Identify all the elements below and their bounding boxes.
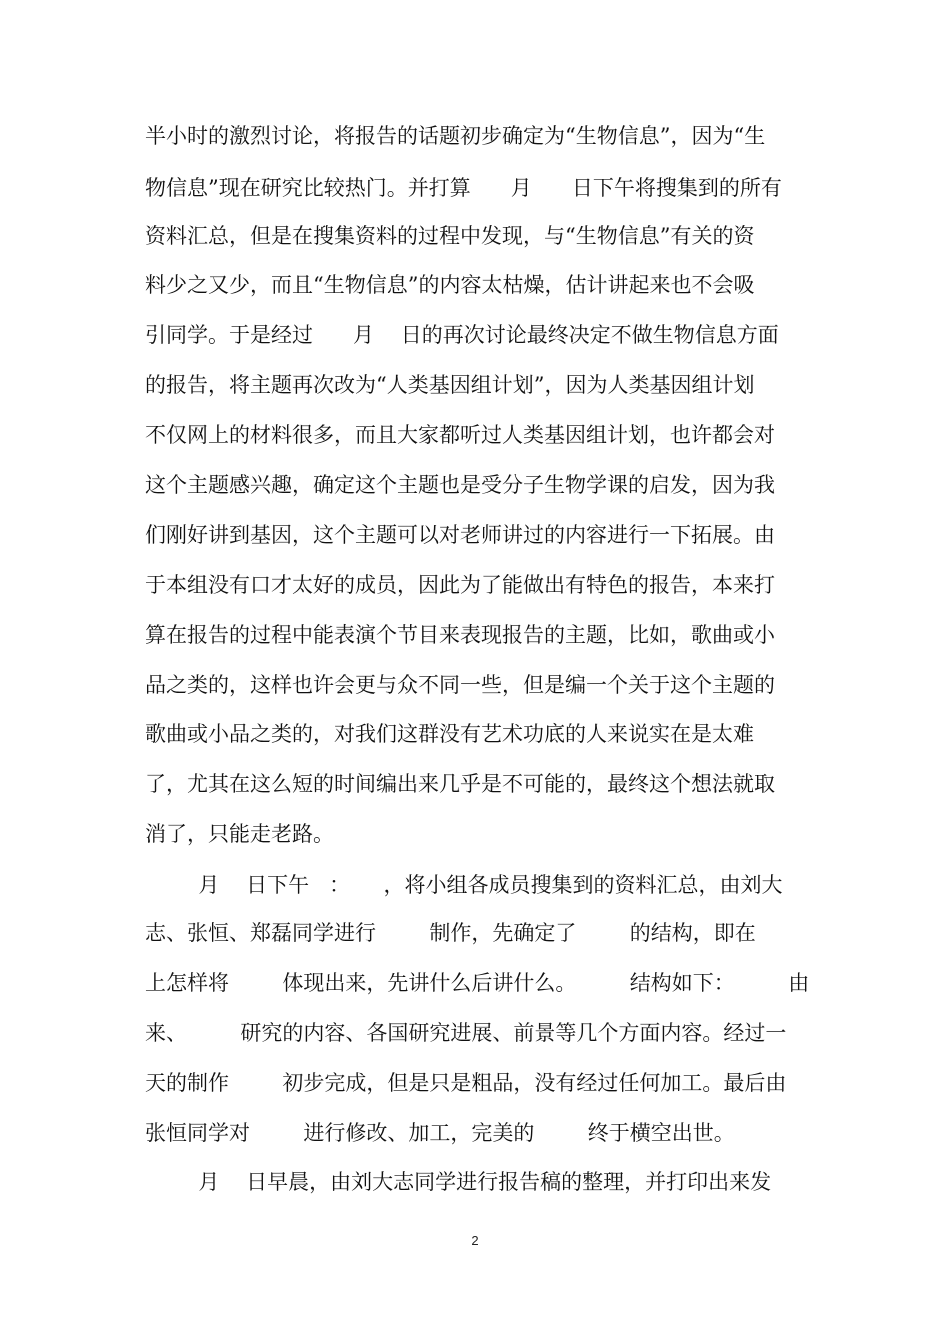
text-line: 志、张恒、郑磊同学进行 制作，先确定了 的结构，即在 [145,921,756,945]
text-line: 们刚好讲到基因，这个主题可以对老师讲过的内容进行一下拓展。由 [145,523,775,547]
text-line: 引同学。于是经过 月 日的再次讨论最终决定不做生物信息方面 [145,323,779,347]
text-line: 料少之又少，而且“生物信息”的内容太枯燥，估计讲起来也不会吸 [145,273,755,297]
text-line: 于本组没有口才太好的成员，因此为了能做出有特色的报告，本来打 [145,573,775,597]
text-line: 歌曲或小品之类的，对我们这群没有艺术功底的人来说实在是太难 [145,722,754,746]
text-line: 不仅网上的材料很多，而且大家都听过人类基因组计划，也许都会对 [145,423,775,447]
text-line: 月 日早晨，由刘大志同学进行报告稿的整理，并打印出来发 [145,1170,772,1194]
text-line: 上怎样将 体现出来，先讲什么后讲什么。 结构如下： 由 [145,971,810,995]
text-line: 张恒同学对 进行修改、加工，完美的 终于横空出世。 [145,1121,735,1145]
text-line: 物信息”现在研究比较热门。并打算 月 日下午将搜集到的所有 [145,176,782,200]
text-line: 月 日下午 ： ，将小组各成员搜集到的资料汇总，由刘大 [145,873,783,897]
text-line: 算在报告的过程中能表演个节目来表现报告的主题，比如，歌曲或小 [145,623,775,647]
page-number: 2 [471,1233,479,1248]
text-line: 半小时的激烈讨论，将报告的话题初步确定为“生物信息”，因为“生 [145,124,766,148]
text-line: 资料汇总，但是在搜集资料的过程中发现，与“生物信息”有关的资 [145,224,755,248]
text-line: 消了，只能走老路。 [145,822,334,846]
text-line: 了，尤其在这么短的时间编出来几乎是不可能的，最终这个想法就取 [145,772,775,796]
text-line: 品之类的，这样也许会更与众不同一些，但是编一个关于这个主题的 [145,673,775,697]
text-line: 这个主题感兴趣，确定这个主题也是受分子生物学课的启发，因为我 [145,473,775,497]
text-line: 来、 研究的内容、各国研究进展、前景等几个方面内容。经过一 [145,1021,787,1045]
text-line: 天的制作 初步完成，但是只是粗品，没有经过任何加工。最后由 [145,1071,787,1095]
text-line: 的报告，将主题再次改为“人类基因组计划”，因为人类基因组计划 [145,373,755,397]
